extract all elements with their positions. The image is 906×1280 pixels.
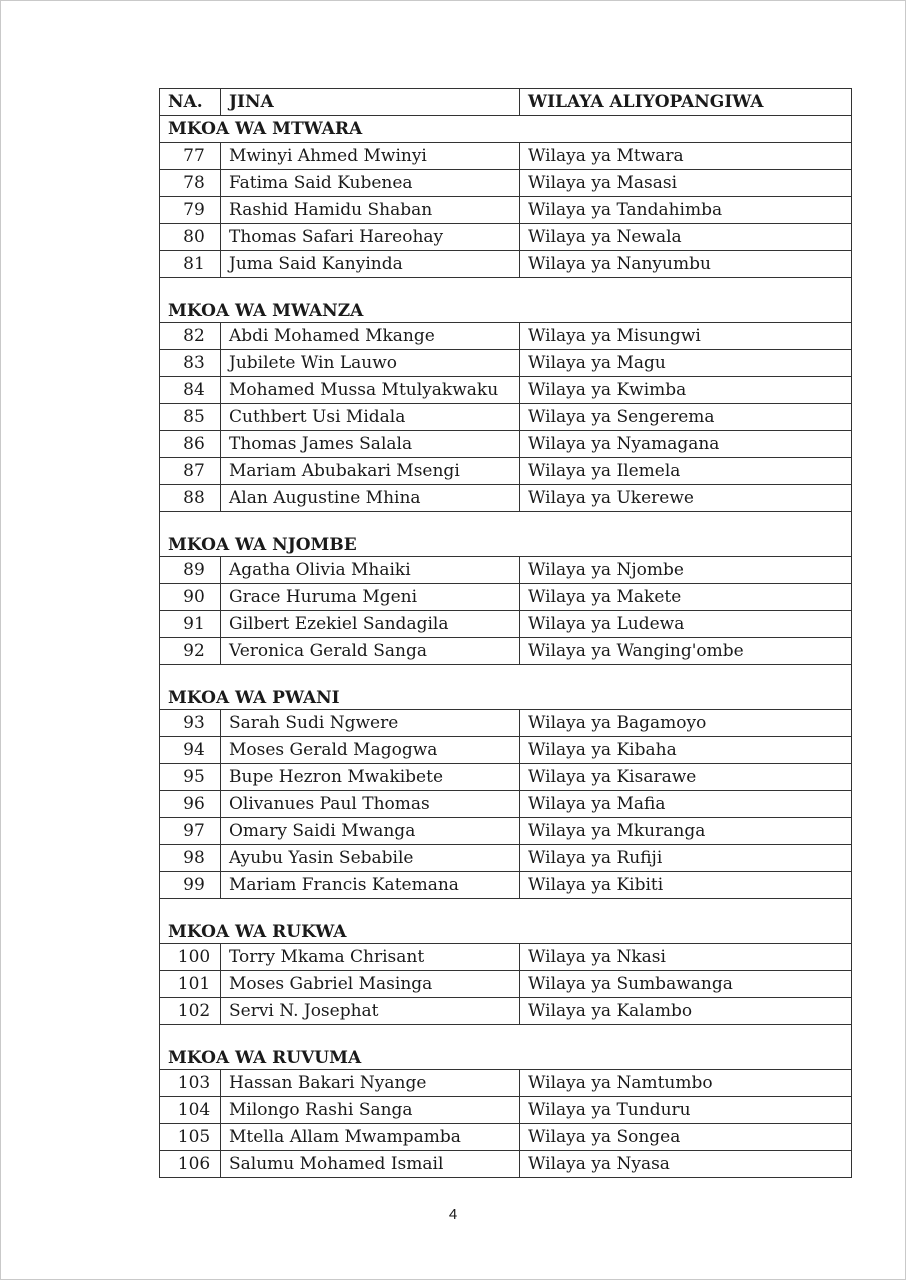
table-header-row	[160, 89, 852, 116]
person-name: Hassan Bakari Nyange	[221, 1070, 520, 1097]
district-name: Wilaya ya Kibaha	[520, 737, 852, 764]
region-heading: MKOA WA MTWARA	[160, 116, 852, 143]
table-row	[160, 458, 852, 485]
district-name: Wilaya ya Namtumbo	[520, 1070, 852, 1097]
table-row	[160, 251, 852, 278]
row-number: 102	[160, 998, 221, 1025]
person-name: Alan Augustine Mhina	[221, 485, 520, 512]
table-row	[160, 791, 852, 818]
header-district: WILAYA ALIYOPANGIWA	[520, 89, 852, 116]
table-row	[160, 845, 852, 872]
row-number: 103	[160, 1070, 221, 1097]
table-row	[160, 485, 852, 512]
row-number: 89	[160, 557, 221, 584]
row-number: 97	[160, 818, 221, 845]
person-name: Grace Huruma Mgeni	[221, 584, 520, 611]
table-row	[160, 584, 852, 611]
person-name: Mariam Abubakari Msengi	[221, 458, 520, 485]
row-number: 98	[160, 845, 221, 872]
district-name: Wilaya ya Newala	[520, 224, 852, 251]
row-number: 96	[160, 791, 221, 818]
region-row	[160, 899, 852, 944]
person-name: Moses Gerald Magogwa	[221, 737, 520, 764]
table-row	[160, 224, 852, 251]
row-number: 93	[160, 710, 221, 737]
region-heading: MKOA WA RUKWA	[160, 899, 852, 944]
row-number: 104	[160, 1097, 221, 1124]
row-number: 105	[160, 1124, 221, 1151]
person-name: Juma Said Kanyinda	[221, 251, 520, 278]
table-row	[160, 944, 852, 971]
district-name: Wilaya ya Makete	[520, 584, 852, 611]
table-row	[160, 1151, 852, 1178]
table-row	[160, 404, 852, 431]
assignment-table	[159, 88, 852, 1178]
person-name: Milongo Rashi Sanga	[221, 1097, 520, 1124]
district-name: Wilaya ya Njombe	[520, 557, 852, 584]
person-name: Sarah Sudi Ngwere	[221, 710, 520, 737]
row-number: 81	[160, 251, 221, 278]
table-row	[160, 737, 852, 764]
person-name: Veronica Gerald Sanga	[221, 638, 520, 665]
district-name: Wilaya ya Tunduru	[520, 1097, 852, 1124]
district-name: Wilaya ya Kalambo	[520, 998, 852, 1025]
row-number: 88	[160, 485, 221, 512]
person-name: Fatima Said Kubenea	[221, 170, 520, 197]
region-row	[160, 512, 852, 557]
person-name: Rashid Hamidu Shaban	[221, 197, 520, 224]
person-name: Agatha Olivia Mhaiki	[221, 557, 520, 584]
person-name: Servi N. Josephat	[221, 998, 520, 1025]
table-row	[160, 872, 852, 899]
person-name: Jubilete Win Lauwo	[221, 350, 520, 377]
person-name: Ayubu Yasin Sebabile	[221, 845, 520, 872]
row-number: 85	[160, 404, 221, 431]
table-body	[160, 116, 852, 1178]
person-name: Mtella Allam Mwampamba	[221, 1124, 520, 1151]
row-number: 83	[160, 350, 221, 377]
district-name: Wilaya ya Nanyumbu	[520, 251, 852, 278]
person-name: Thomas Safari Hareohay	[221, 224, 520, 251]
district-name: Wilaya ya Kisarawe	[520, 764, 852, 791]
table-row	[160, 323, 852, 350]
table-row	[160, 1097, 852, 1124]
table-row	[160, 1124, 852, 1151]
table-row	[160, 611, 852, 638]
person-name: Salumu Mohamed Ismail	[221, 1151, 520, 1178]
region-row	[160, 278, 852, 323]
region-row	[160, 116, 852, 143]
row-number: 90	[160, 584, 221, 611]
district-name: Wilaya ya Sumbawanga	[520, 971, 852, 998]
row-number: 99	[160, 872, 221, 899]
table-row	[160, 557, 852, 584]
row-number: 78	[160, 170, 221, 197]
person-name: Olivanues Paul Thomas	[221, 791, 520, 818]
district-name: Wilaya ya Ukerewe	[520, 485, 852, 512]
region-heading: MKOA WA MWANZA	[160, 278, 852, 323]
district-name: Wilaya ya Nyasa	[520, 1151, 852, 1178]
row-number: 84	[160, 377, 221, 404]
district-name: Wilaya ya Songea	[520, 1124, 852, 1151]
table-row	[160, 998, 852, 1025]
row-number: 92	[160, 638, 221, 665]
header-number: NA.	[160, 89, 221, 116]
table-row	[160, 818, 852, 845]
person-name: Torry Mkama Chrisant	[221, 944, 520, 971]
district-name: Wilaya ya Ilemela	[520, 458, 852, 485]
district-name: Wilaya ya Tandahimba	[520, 197, 852, 224]
row-number: 82	[160, 323, 221, 350]
table-row	[160, 431, 852, 458]
table-row	[160, 1070, 852, 1097]
person-name: Thomas James Salala	[221, 431, 520, 458]
person-name: Omary Saidi Mwanga	[221, 818, 520, 845]
district-name: Wilaya ya Wanging'ombe	[520, 638, 852, 665]
person-name: Moses Gabriel Masinga	[221, 971, 520, 998]
region-row	[160, 1025, 852, 1070]
district-name: Wilaya ya Sengerema	[520, 404, 852, 431]
row-number: 79	[160, 197, 221, 224]
table-row	[160, 764, 852, 791]
row-number: 91	[160, 611, 221, 638]
district-name: Wilaya ya Ludewa	[520, 611, 852, 638]
row-number: 94	[160, 737, 221, 764]
district-name: Wilaya ya Rufiji	[520, 845, 852, 872]
row-number: 86	[160, 431, 221, 458]
row-number: 87	[160, 458, 221, 485]
person-name: Abdi Mohamed Mkange	[221, 323, 520, 350]
table-row	[160, 197, 852, 224]
page-number: 4	[448, 1206, 458, 1223]
person-name: Gilbert Ezekiel Sandagila	[221, 611, 520, 638]
district-name: Wilaya ya Mafia	[520, 791, 852, 818]
table-row	[160, 638, 852, 665]
person-name: Cuthbert Usi Midala	[221, 404, 520, 431]
region-heading: MKOA WA NJOMBE	[160, 512, 852, 557]
table-row	[160, 710, 852, 737]
row-number: 100	[160, 944, 221, 971]
district-name: Wilaya ya Magu	[520, 350, 852, 377]
district-name: Wilaya ya Masasi	[520, 170, 852, 197]
person-name: Mwinyi Ahmed Mwinyi	[221, 143, 520, 170]
person-name: Bupe Hezron Mwakibete	[221, 764, 520, 791]
table-row	[160, 350, 852, 377]
district-name: Wilaya ya Bagamoyo	[520, 710, 852, 737]
row-number: 101	[160, 971, 221, 998]
district-name: Wilaya ya Nyamagana	[520, 431, 852, 458]
row-number: 106	[160, 1151, 221, 1178]
person-name: Mariam Francis Katemana	[221, 872, 520, 899]
region-heading: MKOA WA RUVUMA	[160, 1025, 852, 1070]
table-row	[160, 377, 852, 404]
table-row	[160, 170, 852, 197]
table-row	[160, 143, 852, 170]
table-row	[160, 971, 852, 998]
district-name: Wilaya ya Mkuranga	[520, 818, 852, 845]
district-name: Wilaya ya Misungwi	[520, 323, 852, 350]
district-name: Wilaya ya Nkasi	[520, 944, 852, 971]
region-heading: MKOA WA PWANI	[160, 665, 852, 710]
district-name: Wilaya ya Kibiti	[520, 872, 852, 899]
region-row	[160, 665, 852, 710]
header-name: JINA	[221, 89, 520, 116]
district-name: Wilaya ya Mtwara	[520, 143, 852, 170]
row-number: 80	[160, 224, 221, 251]
district-name: Wilaya ya Kwimba	[520, 377, 852, 404]
row-number: 77	[160, 143, 221, 170]
row-number: 95	[160, 764, 221, 791]
person-name: Mohamed Mussa Mtulyakwaku	[221, 377, 520, 404]
